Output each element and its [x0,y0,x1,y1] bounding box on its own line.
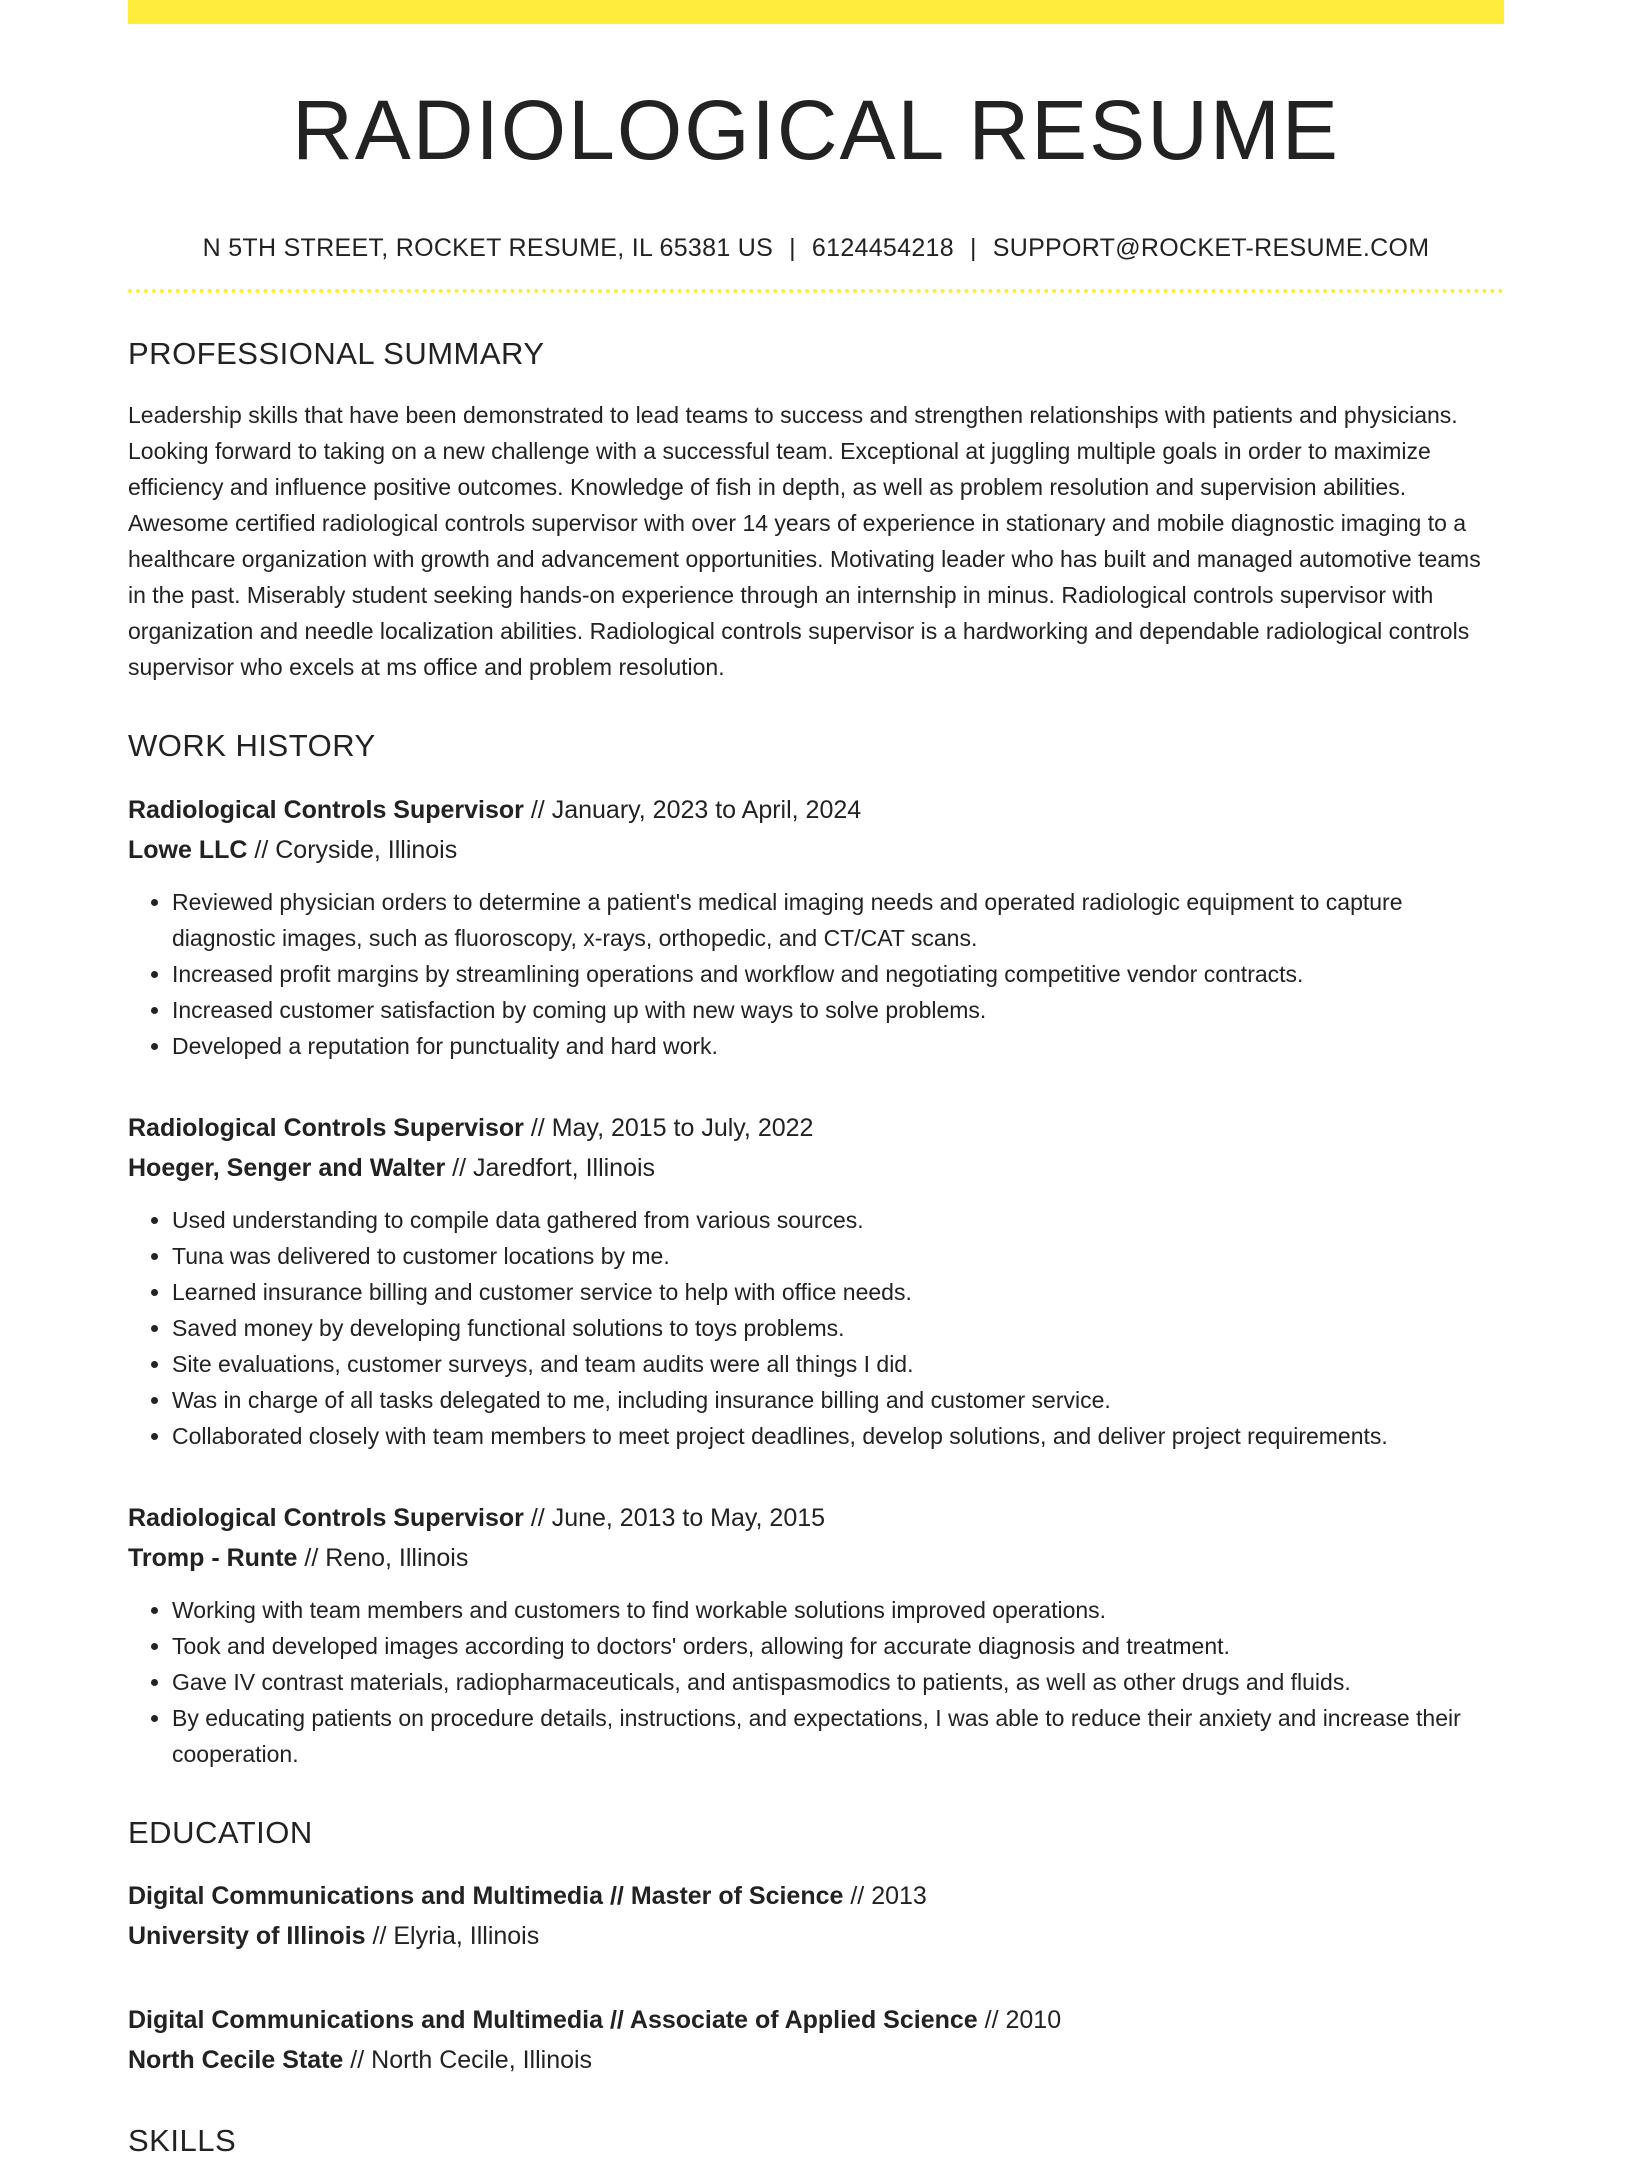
job-bullet-list [128,884,1504,1064]
job-entry [128,790,1504,1064]
top-accent-bar [128,0,1504,24]
degree-year: 2013 [871,1881,927,1910]
job-entry [128,1498,1504,1772]
school: North Cecile State [128,2045,344,2074]
job-bullet: • Saved money by developing functional solutions to toys problems. [172,1310,1504,1346]
degree: Digital Communications and Multimedia // Master of Science [128,1881,844,1910]
job-company-line [128,1538,1504,1578]
school-line [128,2040,1504,2080]
job-bullet: • Took and developed images according to doctors' orders, allowing for accurate diagnosis and treatment. [172,1628,1504,1664]
field-separator: // [365,1921,394,1950]
field-separator: // [247,835,276,864]
job-title-line [128,790,1504,830]
job-title-line [128,1108,1504,1148]
job-bullet: • By educating patients on procedure details, instructions, and expectations, I was able to reduce their anxiety and increase their cooperation. [172,1700,1504,1772]
school-location: Elyria, Illinois [393,1921,540,1950]
resume-title: RADIOLOGICAL RESUME [292,83,1340,177]
section-title-education: EDUCATION [128,1814,313,1850]
job-location: Jaredfort, Illinois [473,1153,656,1182]
contact-separator: | [789,234,796,263]
degree-line [128,1876,1504,1916]
education-list [128,1876,1504,2080]
email: SUPPORT@ROCKET-RESUME.COM [992,234,1430,263]
phone: 6124454218 [811,234,954,263]
job-company: Lowe LLC [128,835,248,864]
job-company-line [128,1148,1504,1188]
job-bullet: • Site evaluations, customer surveys, and team audits were all things I did. [172,1346,1504,1382]
job-company: Hoeger, Senger and Walter [128,1153,446,1182]
school: University of Illinois [128,1921,366,1950]
dotted-divider [128,289,1504,293]
job-bullet: • Reviewed physician orders to determine a patient's medical imaging needs and operated radiologic equipment to capture diagnostic images, such as fluoroscopy, x-rays, orthopedic, and CT/CAT scans. [172,884,1504,956]
field-separator: // [523,795,552,824]
contact-separator: | [969,234,977,263]
field-separator: // [445,1153,474,1182]
job-bullet-list [128,1202,1504,1454]
field-separator: // [297,1543,326,1572]
degree: Digital Communications and Multimedia // Associate of Applied Science [128,2005,978,2034]
job-entry [128,1108,1504,1454]
address: N 5TH STREET, ROCKET RESUME, IL 65381 US [202,234,774,263]
school-location: North Cecile, Illinois [371,2045,593,2074]
job-location: Coryside, Illinois [275,835,458,864]
job-location: Reno, Illinois [325,1543,469,1572]
contact-line [128,234,1504,263]
job-company: Tromp - Runte [128,1543,298,1572]
job-bullet: • Tuna was delivered to customer locations by me. [172,1238,1504,1274]
work-history-list [128,790,1504,1772]
school-line [128,1916,1504,1956]
resume-page [128,0,1504,2158]
job-bullet: • Learned insurance billing and customer service to help with office needs. [172,1274,1504,1310]
education-entry [128,1876,1504,1956]
job-role: Radiological Controls Supervisor [128,1113,524,1142]
job-bullet: • Developed a reputation for punctuality and hard work. [172,1028,1504,1064]
job-dates: January, 2023 to April, 2024 [551,795,862,824]
job-bullet: • Gave IV contrast materials, radiopharmaceuticals, and antispasmodics to patients, as well as other drugs and fluids. [172,1664,1504,1700]
degree-line [128,2000,1504,2040]
job-bullet: • Used understanding to compile data gathered from various sources. [172,1202,1504,1238]
field-separator: // [523,1503,552,1532]
job-role: Radiological Controls Supervisor [128,1503,524,1532]
job-bullet: • Was in charge of all tasks delegated to me, including insurance billing and customer service. [172,1382,1504,1418]
job-bullet: • Increased customer satisfaction by coming up with new ways to solve problems. [172,992,1504,1028]
field-separator: // [523,1113,552,1142]
field-separator: // [977,2005,1006,2034]
job-bullet-list [128,1592,1504,1772]
job-role: Radiological Controls Supervisor [128,795,524,824]
section-title-summary: PROFESSIONAL SUMMARY [128,336,545,372]
job-dates: June, 2013 to May, 2015 [551,1503,826,1532]
job-bullet: • Increased profit margins by streamlining operations and workflow and negotiating competitive vendor contracts. [172,956,1504,992]
degree-year: 2010 [1005,2005,1062,2034]
section-title-skills: SKILLS [128,2122,237,2158]
field-separator: // [343,2045,372,2074]
job-bullet: • Collaborated closely with team members to meet project deadlines, develop solutions, and deliver project requirements. [172,1418,1504,1454]
job-dates: May, 2015 to July, 2022 [551,1113,814,1142]
field-separator: // [843,1881,872,1910]
job-title-line [128,1498,1504,1538]
education-entry [128,2000,1504,2080]
section-title-work-history: WORK HISTORY [128,728,376,764]
summary-text: Leadership skills that have been demonstrated to lead teams to success and strengthen relationships with patients and physicians. Looking forward to taking on a new challenge with a successful team. Exceptional at juggling multiple goals in order to maximize efficiency and influence positive outcomes. Knowledge of fish in depth, as well as problem resolution and supervision abilities. Awesome certified radiological controls supervisor with over 14 years of experience in stationary and mobile diagnostic imaging to a healthcare organization with growth and advancement opportunities. Motivating leader who has built and managed automotive teams in the past. Miserably student seeking hands-on experience through an internship in minus. Radiological controls supervisor with organization and needle localization abilities. Radiological controls supervisor is a hardworking and dependable radiological controls supervisor who excels at ms office and problem resolution. [128,402,1481,681]
job-company-line [128,830,1504,870]
job-bullet: • Working with team members and customers to find workable solutions improved operations. [172,1592,1504,1628]
